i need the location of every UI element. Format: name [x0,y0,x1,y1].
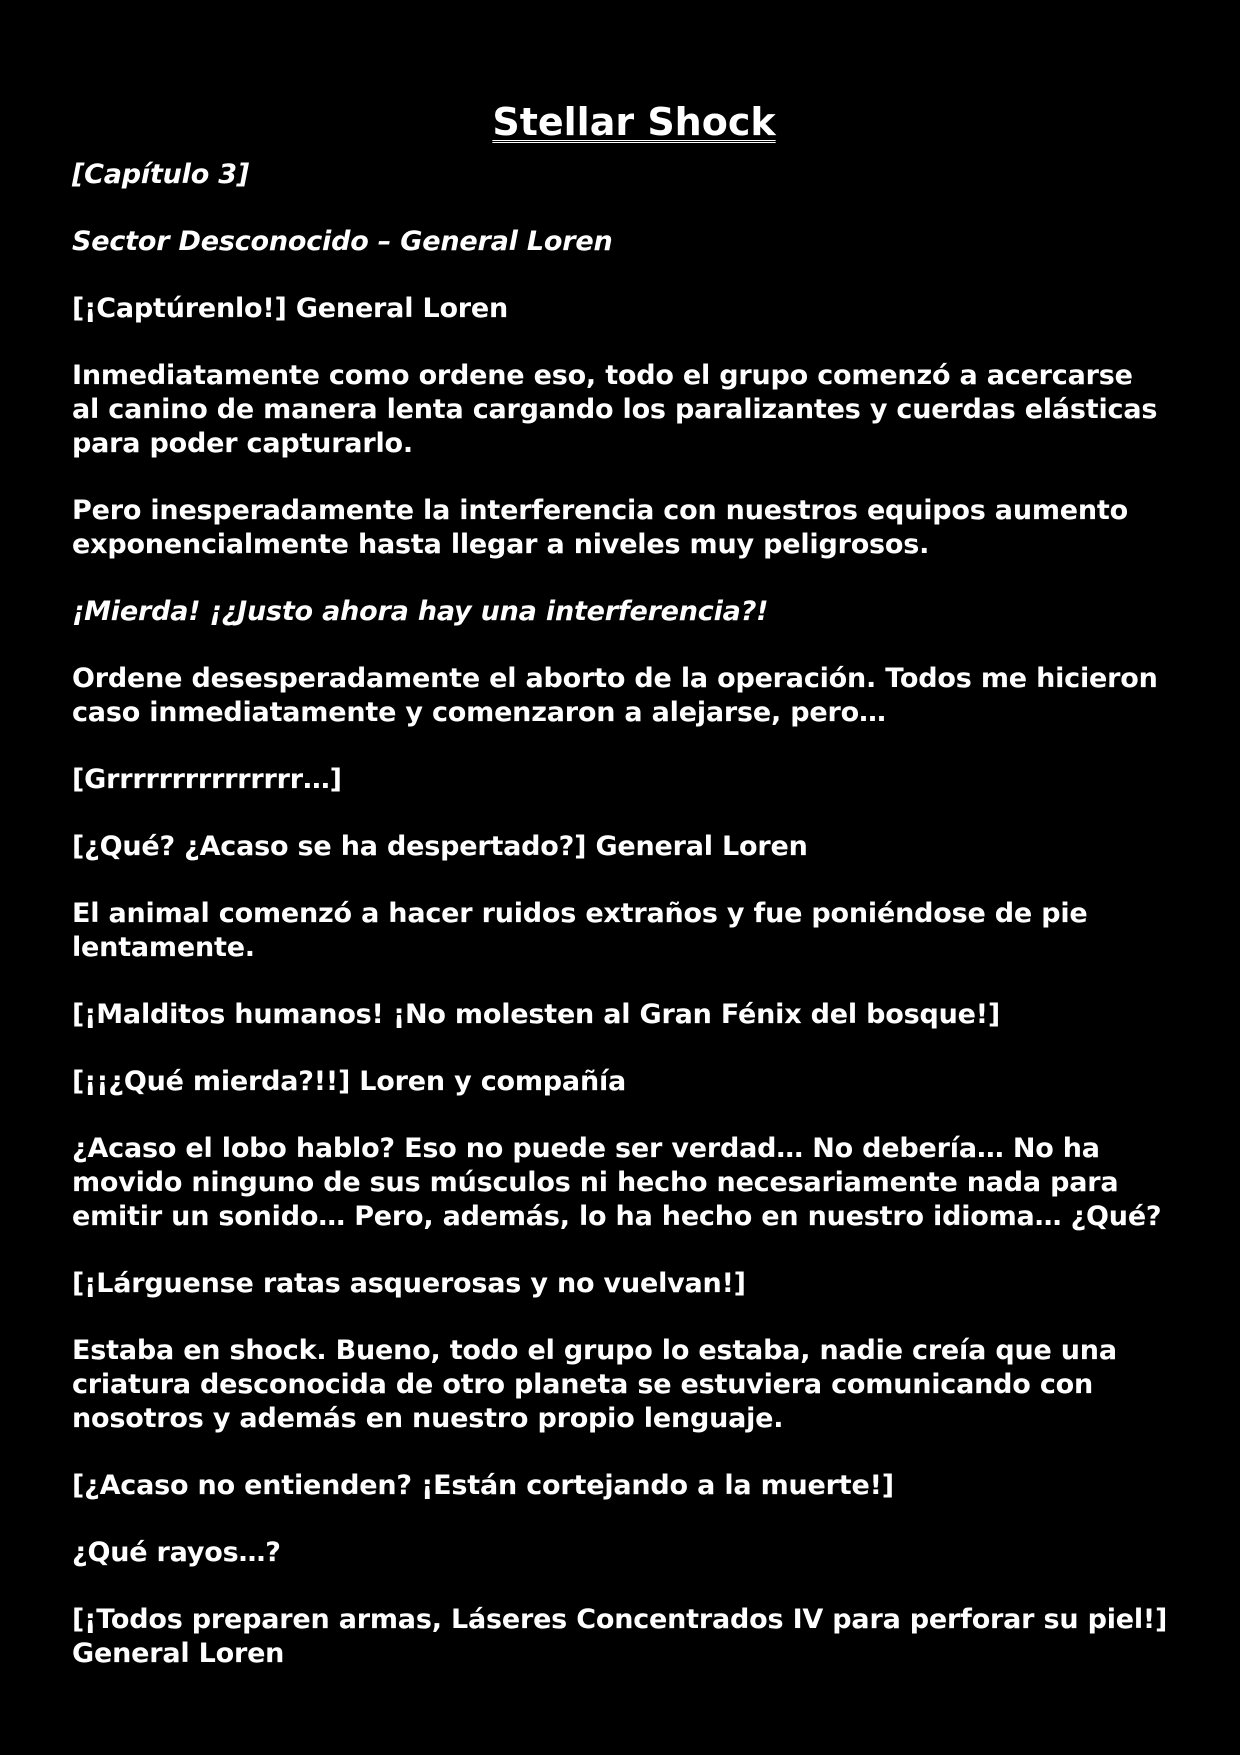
paragraph: El animal comenzó a hacer ruidos extraños y fue poniéndose de pie lentamente. [72,898,1088,963]
paragraph: [¿Acaso no entienden? ¡Están cortejando a la muerte!] [72,1470,894,1501]
scene-heading: Sector Desconocido – General Loren [72,226,613,257]
paragraph: ¿Acaso el lobo hablo? Eso no puede ser verdad… No debería… No ha movido ninguno de sus músculos ni hecho necesariamente nada para emitir un sonido… Pero, además, lo ha hecho en nuestro idioma… ¿Qué? [72,1133,1162,1232]
paragraph: Estaba en shock. Bueno, todo el grupo lo estaba, nadie creía que una criatura desconocida de otro planeta se estuviera comunicando con nosotros y además en nuestro propio lenguaje. [72,1335,1117,1434]
paragraph: [¡Malditos humanos! ¡No molesten al Gran Fénix del bosque!] [72,999,1000,1030]
paragraph: [¡¡¿Qué mierda?!!] Loren y compañía [72,1066,627,1097]
chapter-heading: [Capítulo 3] [72,159,250,190]
paragraph: Inmediatamente como ordene eso, todo el grupo comenzó a acercarse al canino de manera lenta cargando los paralizantes y cuerdas elásticas para poder capturarlo. [72,360,1158,459]
document-title: Stellar Shock [492,100,776,144]
paragraph: ¿Qué rayos…? [72,1537,281,1568]
paragraph: [Grrrrrrrrrrrrrrr…] [72,764,342,795]
paragraph: [¿Qué? ¿Acaso se ha despertado?] General Loren [72,831,808,862]
paragraph: [¡Todos preparen armas, Láseres Concentrados IV para perforar su piel!] General Loren [72,1604,1168,1669]
paragraph: [¡Lárguense ratas asquerosas y no vuelvan!] [72,1268,746,1299]
paragraph: Pero inesperadamente la interferencia con nuestros equipos aumento exponencialmente hasta llegar a niveles muy peligrosos. [72,495,1128,560]
paragraph: Ordene desesperadamente el aborto de la operación. Todos me hicieron caso inmediatamente y comenzaron a alejarse, pero… [72,663,1158,728]
paragraph: [¡Captúrenlo!] General Loren [72,293,509,324]
paragraph: ¡Mierda! ¡¿Justo ahora hay una interferencia?! [72,596,769,627]
